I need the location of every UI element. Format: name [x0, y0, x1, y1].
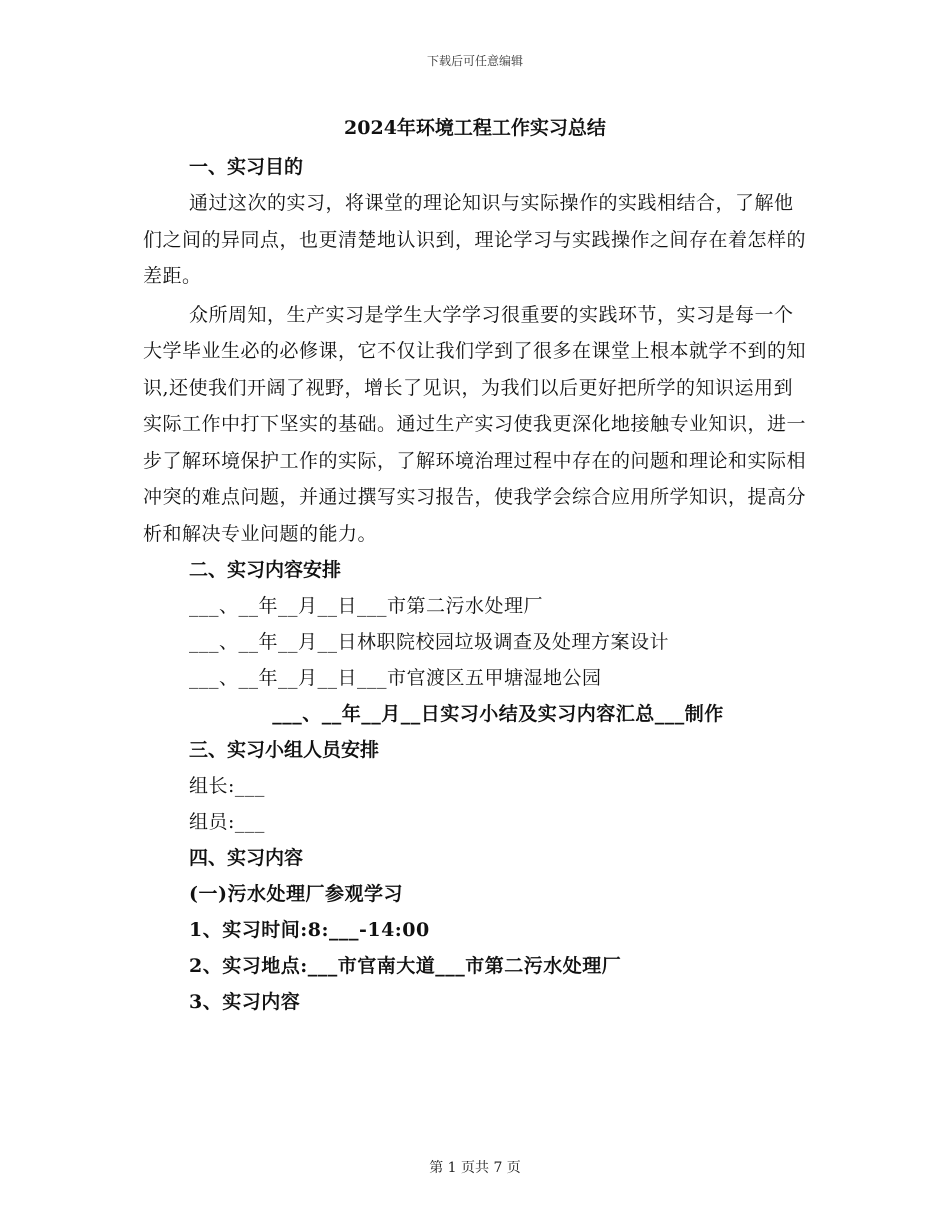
team-leader: 组长:___ — [189, 775, 265, 797]
schedule-item: ___、__年__月__日林职院校园垃圾调查及处理方案设计 — [189, 631, 670, 653]
team-members: 组员:___ — [189, 811, 265, 833]
schedule-item: ___、__年__月__日___市官渡区五甲塘湿地公园 — [189, 667, 602, 689]
schedule-summary: ___、__年__月__日实习小结及实习内容汇总___制作 — [272, 703, 724, 725]
schedule-item: ___、__年__月__日___市第二污水处理厂 — [189, 595, 544, 617]
item-time: 1、实习时间:8:___-14:00 — [189, 919, 430, 941]
subheading-sewage-plant: (一)污水处理厂参观学习 — [189, 883, 403, 905]
paragraph-purpose-1: 通过这次的实习，将课堂的理论知识与实际操作的实践相结合，了解他们之间的异同点，也更清楚地认识到，理论学习与实践操作之间存在着怎样的差距。 — [143, 192, 807, 287]
section-heading-team: 三、实习小组人员安排 — [189, 739, 380, 761]
section-heading-schedule: 二、实习内容安排 — [189, 559, 342, 581]
paragraph-purpose-2: 众所周知，生产实习是学生大学学习很重要的实践环节，实习是每一个大学毕业生必的必修课，它不仅让我们学到了很多在课堂上根本就学不到的知识,还使我们开阔了视野，增长了见识，为我们以后更好把所学的知识运用到实际工作中打下坚实的基础。通过生产实习使我更深化地接触专业知识，进一步了解环境保护工作的实际，了解环境治理过程中存在的问题和理论和实际相冲突的难点问题，并通过撰写实习报告，使我学会综合应用所学知识，提高分析和解决专业问题的能力。 — [143, 303, 807, 545]
item-location: 2、实习地点:___市官南大道___市第二污水处理厂 — [189, 955, 622, 977]
section-heading-content: 四、实习内容 — [189, 847, 304, 869]
section-heading-purpose: 一、实习目的 — [189, 156, 304, 178]
item-content: 3、实习内容 — [189, 991, 301, 1013]
page-header: 下载后可任意编辑 — [426, 54, 523, 68]
document-title: 2024年环境工程工作实习总结 — [344, 117, 606, 139]
page-footer: 第 1 页共 7 页 — [429, 1160, 521, 1176]
document-body — [143, 113, 807, 1020]
